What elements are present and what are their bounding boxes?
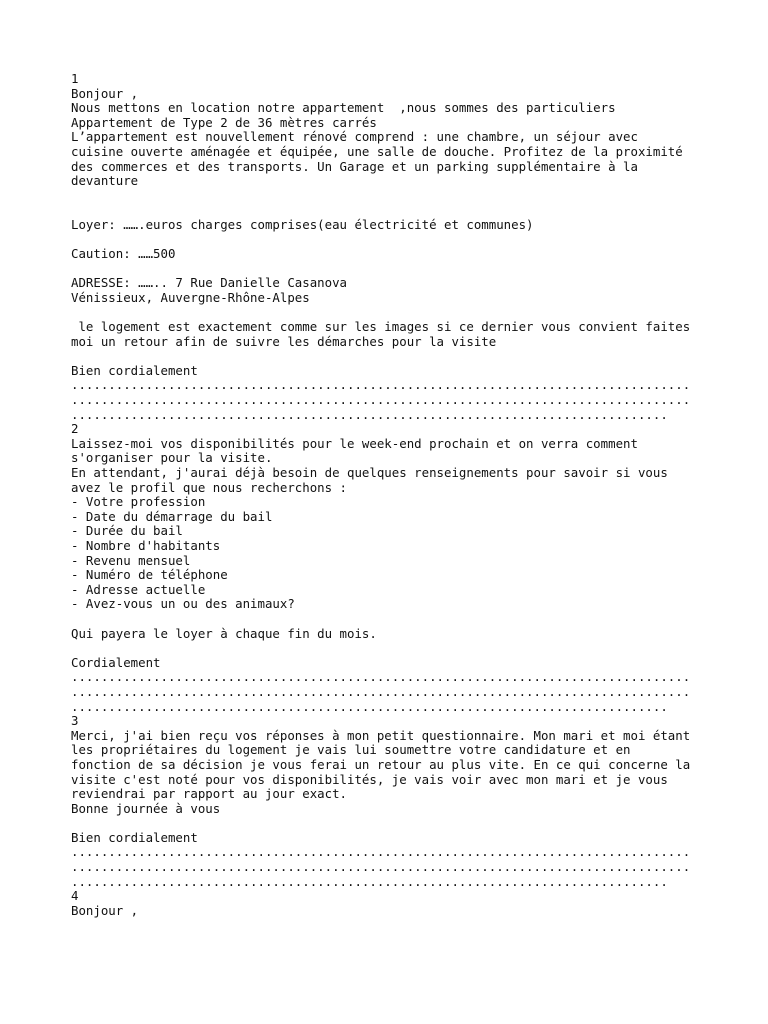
closing-line: Cordialement bbox=[71, 654, 161, 670]
spacer bbox=[71, 612, 761, 627]
document-body bbox=[71, 72, 761, 918]
text-line: Laissez-moi vos disponibilités pour le week-end prochain et on verra comment bbox=[71, 435, 638, 451]
section-number: 2 bbox=[71, 421, 79, 437]
separator-line: ................................................................................... bbox=[71, 683, 691, 699]
list-item: - Date du démarrage du bail bbox=[71, 508, 273, 524]
section-number: 4 bbox=[71, 888, 79, 904]
text-line: reviendrai par rapport au jour exact. bbox=[71, 786, 348, 802]
text-line: devanture bbox=[71, 173, 139, 189]
spacer bbox=[71, 262, 761, 277]
spacer bbox=[71, 641, 761, 656]
text-line: L’appartement est nouvellement rénové comprend : une chambre, un séjour avec bbox=[71, 129, 638, 145]
text-line: Bonne journée à vous bbox=[71, 800, 221, 816]
list-item: - Adresse actuelle bbox=[71, 581, 206, 597]
text-line: moi un retour afin de suivre les démarches pour la visite bbox=[71, 333, 497, 349]
text-line: le logement est exactement comme sur les images si ce dernier vous convient faites bbox=[71, 319, 691, 335]
rent-line: Loyer: …….euros charges comprises(eau électricité et communes) bbox=[71, 216, 534, 232]
text-line: Bonjour , bbox=[71, 85, 139, 101]
separator-line: ................................................................................... bbox=[71, 844, 691, 860]
text-line: En attendant, j'aurai déjà besoin de quelques renseignements pour savoir si vous bbox=[71, 465, 668, 481]
separator-line: ................................................................................ bbox=[71, 698, 668, 714]
text-line: Bonjour , bbox=[71, 902, 139, 918]
section-number: 1 bbox=[71, 71, 79, 86]
deposit-line: Caution: ……500 bbox=[71, 246, 176, 262]
list-item: - Nombre d'habitants bbox=[71, 538, 221, 553]
separator-line: ................................................................................... bbox=[71, 377, 691, 393]
separator-line: ................................................................................ bbox=[71, 406, 668, 422]
text-line: cuisine ouverte aménagée et équipée, une salle de douche. Profitez de la proximité bbox=[71, 143, 683, 159]
closing-line: Bien cordialement bbox=[71, 362, 198, 378]
text-line: Qui payera le loyer à chaque fin du mois. bbox=[71, 625, 377, 641]
text-line: avez le profil que nous recherchons : bbox=[71, 479, 348, 495]
text-line: Appartement de Type 2 de 36 mètres carrés bbox=[71, 114, 377, 130]
list-item: - Votre profession bbox=[71, 494, 206, 510]
list-item: - Revenu mensuel bbox=[71, 552, 191, 568]
list-item: - Durée du bail bbox=[71, 523, 183, 539]
list-item: - Avez-vous un ou des animaux? bbox=[71, 596, 295, 612]
text-line: les propriétaires du logement je vais lui soumettre votre candidature et en bbox=[71, 742, 631, 758]
separator-line: ................................................................................... bbox=[71, 392, 691, 408]
text-line: des commerces et des transports. Un Garage et un parking supplémentaire à la bbox=[71, 158, 638, 174]
address-line: ADRESSE: …….. 7 Rue Danielle Casanova bbox=[71, 275, 348, 291]
spacer bbox=[71, 816, 761, 831]
separator-line: ................................................................................ bbox=[71, 873, 668, 889]
spacer bbox=[71, 306, 761, 321]
section-number: 3 bbox=[71, 713, 79, 729]
closing-line: Bien cordialement bbox=[71, 829, 198, 845]
separator-line: ................................................................................... bbox=[71, 859, 691, 875]
text-line: Nous mettons en location notre appartement ,nous sommes des particuliers bbox=[71, 100, 616, 116]
text-line: Merci, j'ai bien reçu vos réponses à mon petit questionnaire. Mon mari et moi étant bbox=[71, 727, 691, 743]
list-item: - Numéro de téléphone bbox=[71, 567, 228, 583]
text-line: fonction de sa décision je vous ferai un retour au plus vite. En ce qui concerne la bbox=[71, 756, 691, 772]
text-line: visite c'est noté pour vos disponibilités, je vais voir avec mon mari et je vous bbox=[71, 771, 668, 787]
address-line: Vénissieux, Auvergne-Rhône-Alpes bbox=[71, 289, 310, 305]
text-line: s'organiser pour la visite. bbox=[71, 450, 273, 466]
spacer bbox=[71, 189, 761, 218]
spacer bbox=[71, 233, 761, 248]
separator-line: ................................................................................... bbox=[71, 669, 691, 685]
spacer bbox=[71, 349, 761, 364]
